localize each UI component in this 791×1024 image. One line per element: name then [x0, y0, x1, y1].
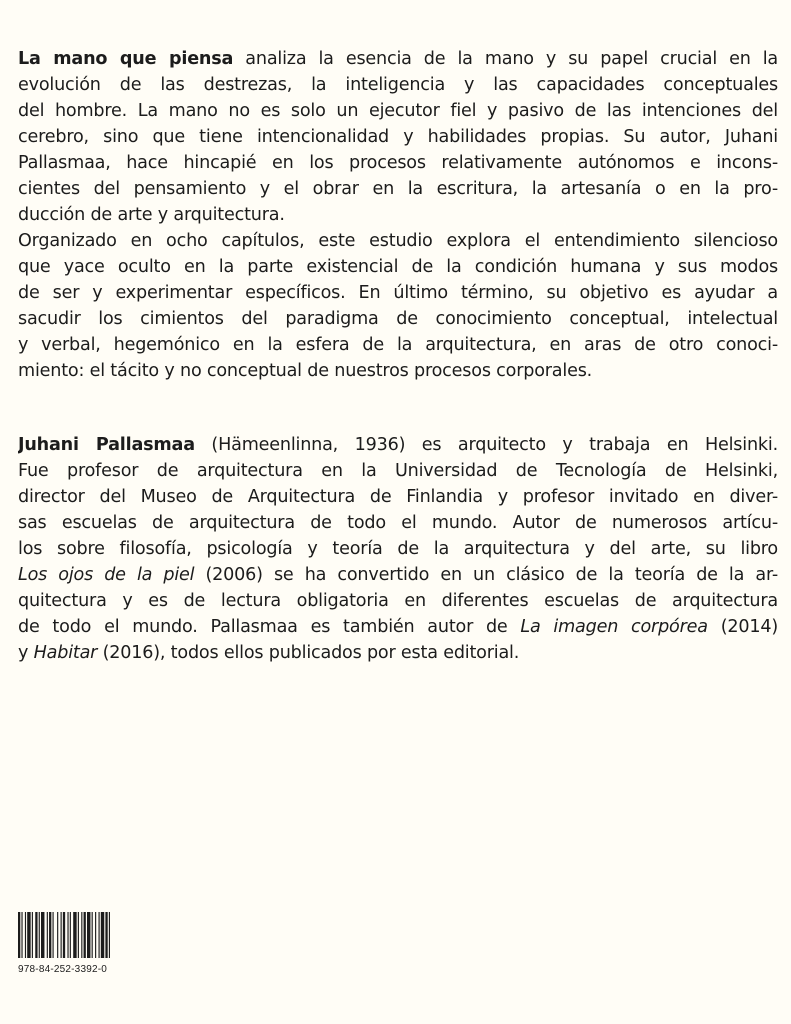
- body-text: ducción de arte y arquitectura.: [18, 205, 285, 225]
- text-line: [18, 562, 778, 588]
- text-line: [18, 150, 778, 176]
- book-title-text: Los ojos de la piel: [18, 565, 195, 585]
- text-line: [18, 614, 778, 640]
- body-text: director del Museo de Arquitectura de Finlandia y profesor invitado en diver-: [18, 487, 778, 507]
- body-text: Fue profesor de arquitectura en la Universidad de Tecnología de Helsinki,: [18, 461, 778, 481]
- text-line: [18, 202, 778, 228]
- body-text: sacudir los cimientos del paradigma de conocimiento conceptual, intelectual: [18, 309, 778, 329]
- bold-text: La mano que piensa: [18, 49, 234, 69]
- book-title-text: Habitar: [33, 643, 98, 663]
- text-line: [18, 458, 778, 484]
- text-line: [18, 176, 778, 202]
- body-text: miento: el tácito y no conceptual de nuestros procesos corporales.: [18, 361, 593, 381]
- body-text: analiza la esencia de la mano y su papel crucial en la: [233, 49, 778, 69]
- body-text: (2016), todos ellos publicados por esta editorial.: [97, 643, 520, 663]
- body-text: quitectura y es de lectura obligatoria en diferentes escuelas de arquitectura: [18, 591, 778, 611]
- body-text: que yace oculto en la parte existencial de la condición humana y sus modos: [18, 257, 778, 277]
- body-text: de ser y experimentar específicos. En último término, su objetivo es ayudar a: [18, 283, 778, 303]
- text-line: [18, 484, 778, 510]
- text-line: [18, 510, 778, 536]
- body-text: (2006) se ha convertido en un clásico de la teoría de la ar-: [194, 565, 778, 585]
- text-line: [18, 640, 778, 666]
- text-line: [18, 588, 778, 614]
- isbn-number: 978-84-252-3392-0: [18, 964, 108, 975]
- body-text: Pallasmaa, hace hincapié en los procesos relativamente autónomos e incons-: [18, 153, 778, 173]
- text-line: [18, 332, 778, 358]
- text-line: [18, 98, 778, 124]
- body-text: sas escuelas de arquitectura de todo el mundo. Autor de numerosos artícu-: [18, 513, 778, 533]
- body-text: cerebro, sino que tiene intencionalidad y habilidades propias. Su autor, Juhani: [18, 127, 778, 147]
- barcode-icon: [18, 912, 138, 958]
- text-line: [18, 306, 778, 332]
- text-line: [18, 46, 778, 72]
- text-line: [18, 124, 778, 150]
- body-text: y verbal, hegemónico en la esfera de la arquitectura, en aras de otro conoci-: [18, 335, 778, 355]
- body-text: (Hämeenlinna, 1936) es arquitecto y trabaja en Helsinki.: [194, 435, 778, 455]
- book-title-text: La imagen corpórea: [520, 617, 708, 637]
- body-text: de todo el mundo. Pallasmaa es también autor de: [18, 617, 521, 637]
- body-text: evolución de las destrezas, la inteligencia y las capacidades conceptuales: [18, 75, 778, 95]
- text-line: [18, 72, 778, 98]
- text-line: [18, 358, 778, 384]
- body-text: Organizado en ocho capítulos, este estudio explora el entendimiento silencioso: [18, 231, 778, 251]
- body-text: del hombre. La mano no es solo un ejecutor fiel y pasivo de las intenciones del: [18, 101, 778, 121]
- body-text: y: [18, 643, 34, 663]
- text-line: [18, 536, 778, 562]
- text-line: [18, 254, 778, 280]
- body-text: (2014): [707, 617, 778, 637]
- text-line: [18, 228, 778, 254]
- body-text: los sobre filosofía, psicología y teoría de la arquitectura y del arte, su libro: [18, 539, 778, 559]
- body-text: cientes del pensamiento y el obrar en la escritura, la artesanía o en la pro-: [18, 179, 778, 199]
- text-line: [18, 280, 778, 306]
- text-line: [18, 432, 778, 458]
- bold-text: Juhani Pallasmaa: [18, 435, 195, 455]
